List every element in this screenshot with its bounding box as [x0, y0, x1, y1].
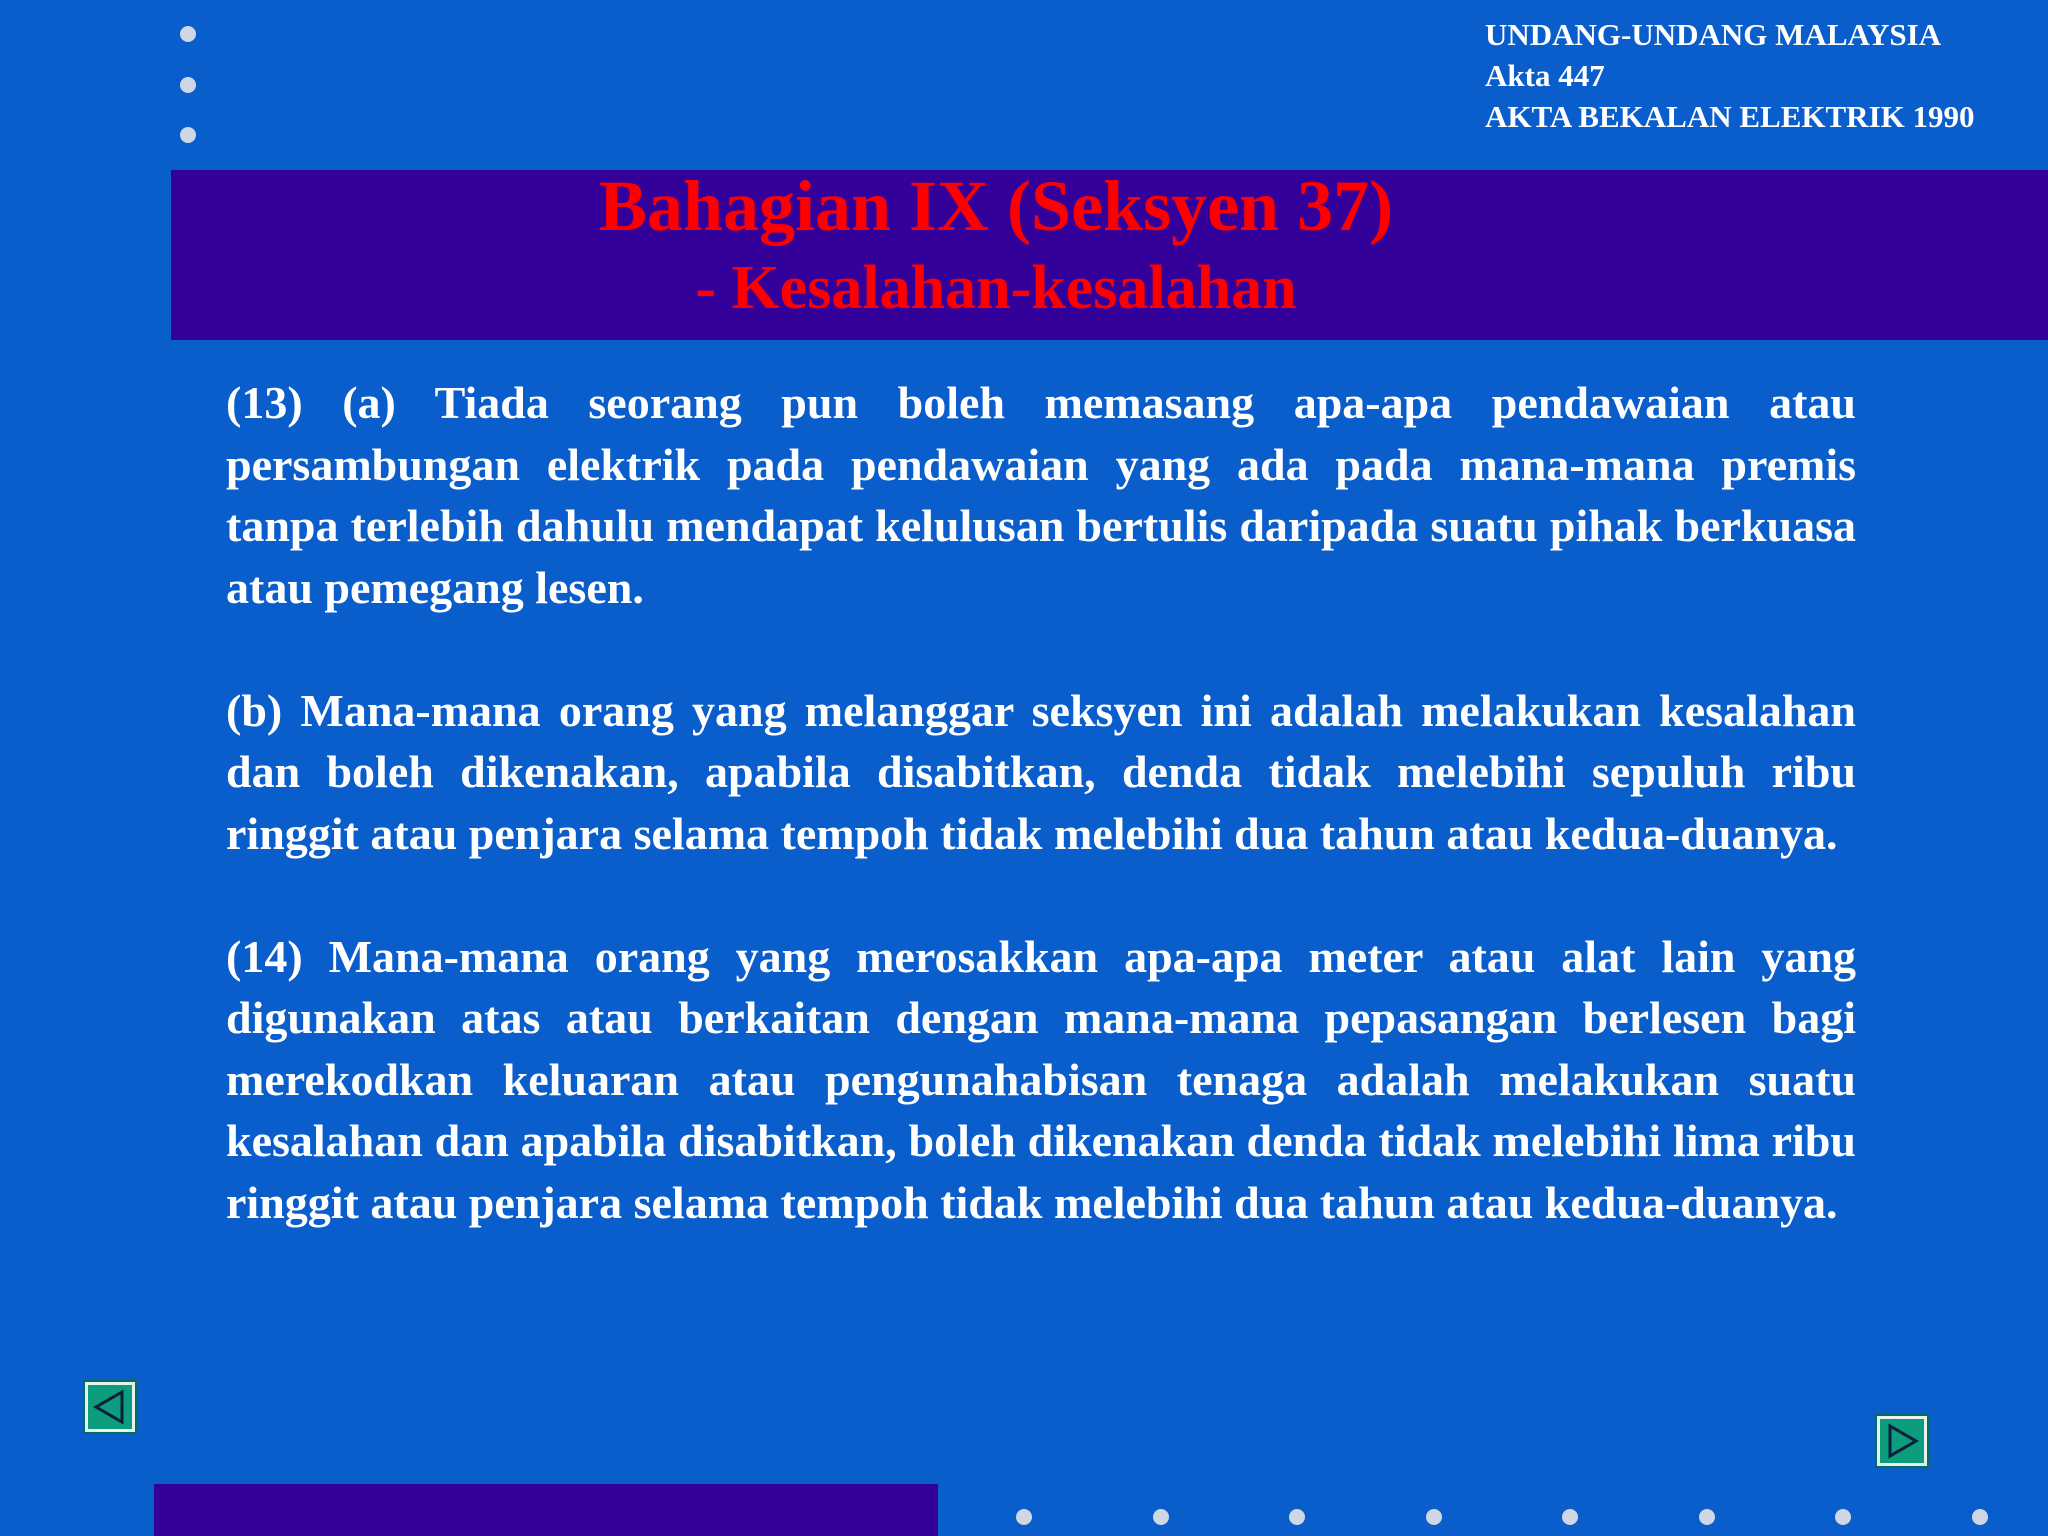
decorative-dot — [1699, 1509, 1715, 1525]
triangle-right-icon — [1880, 1419, 1924, 1463]
decorative-dot — [1972, 1509, 1988, 1525]
footer-band — [154, 1484, 938, 1536]
decorative-dot — [1289, 1509, 1305, 1525]
decorative-dot — [180, 26, 196, 42]
decorative-dot — [1835, 1509, 1851, 1525]
paragraph-13b: (b) Mana-mana orang yang melanggar seksyen ini adalah melakukan kesalahan dan boleh dikenakan, apabila disabitkan, denda tidak melebihi sepuluh ribu ringgit atau penjara selama tempoh tidak melebihi dua tahun atau kedua-duanya. — [226, 684, 1856, 859]
next-slide-button[interactable] — [1877, 1416, 1927, 1466]
act-reference — [1485, 14, 2045, 137]
paragraph-13a: (13) (a) Tiada seorang pun boleh memasang apa-apa pendawaian atau persambungan elektrik pada pendawaian yang ada pada mana-mana premis tanpa terlebih dahulu mendapat kelulusan bertulis daripada suatu pihak berkuasa atau pemegang lesen. — [226, 377, 1856, 613]
decorative-dot — [1016, 1509, 1032, 1525]
act-reference-number: Akta 447 — [1485, 58, 1605, 93]
slide-title — [171, 162, 1821, 326]
slide-body — [226, 372, 1856, 1295]
decorative-dot — [180, 127, 196, 143]
decorative-dot — [1426, 1509, 1442, 1525]
decorative-dot — [180, 77, 196, 93]
paragraph-14: (14) Mana-mana orang yang merosakkan apa-apa meter atau alat lain yang digunakan atas atau berkaitan dengan mana-mana pepasangan berlesen bagi merekodkan keluaran atau pengunahabisan tenaga adalah melakukan suatu kesalahan dan apabila disabitkan, boleh dikenakan denda tidak melebihi lima ribu ringgit atau penjara selama tempoh tidak melebihi dua tahun atau kedua-duanya. — [226, 930, 1856, 1228]
triangle-left-icon — [88, 1385, 132, 1429]
slide-title-sub: - Kesalahan-kesalahan — [695, 254, 1297, 322]
act-reference-title: AKTA BEKALAN ELEKTRIK 1990 — [1485, 99, 1975, 134]
act-reference-country: UNDANG-UNDANG MALAYSIA — [1485, 17, 1942, 52]
decorative-dot — [1562, 1509, 1578, 1525]
slide-title-main: Bahagian IX (Seksyen 37) — [598, 166, 1394, 246]
decorative-dot — [1153, 1509, 1169, 1525]
previous-slide-button[interactable] — [85, 1382, 135, 1432]
